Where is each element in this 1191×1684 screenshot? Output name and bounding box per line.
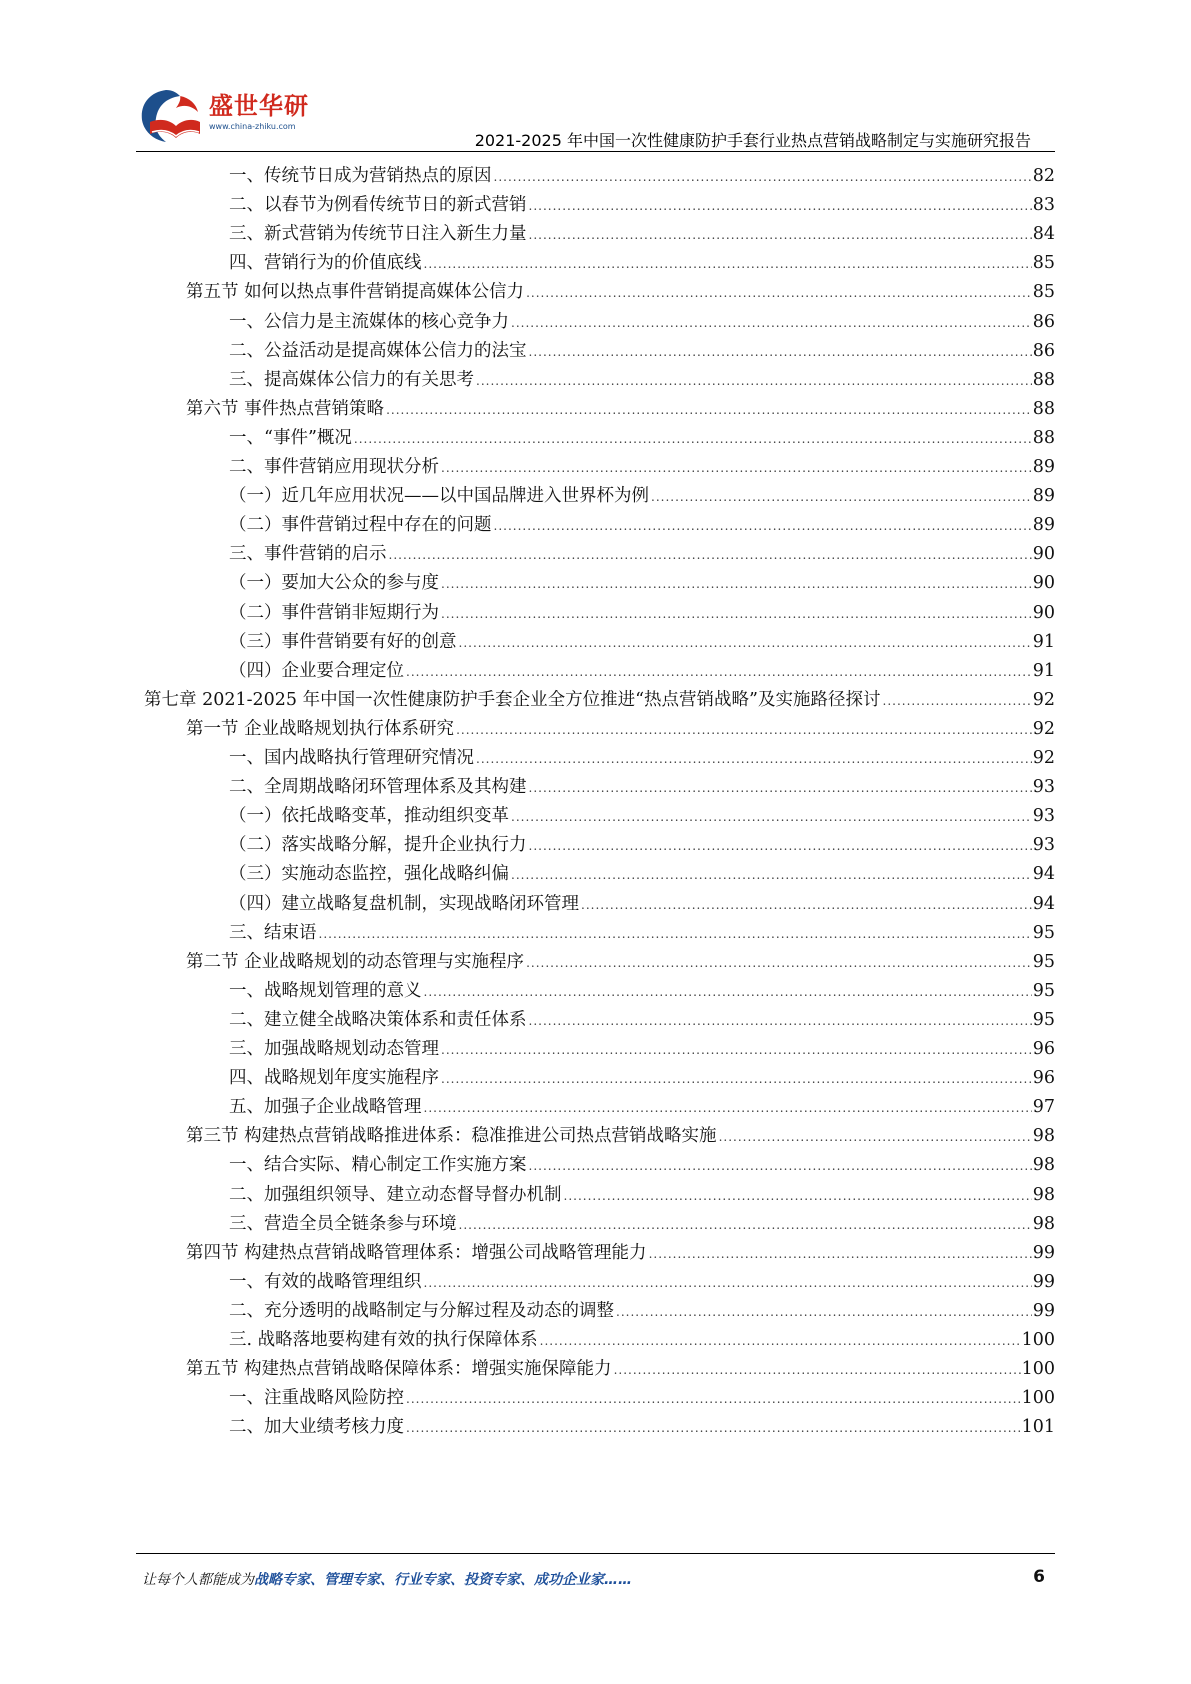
footer-divider <box>136 1553 1055 1554</box>
header-divider <box>136 151 1055 152</box>
toc-entry-label: 一、国内战略执行管理研究情况 <box>229 748 474 768</box>
toc-entry[interactable] <box>229 772 1055 802</box>
toc-entry[interactable] <box>229 627 1055 657</box>
toc-dot-leader <box>441 569 1032 599</box>
toc-entry[interactable] <box>186 394 1055 424</box>
toc-entry[interactable] <box>186 277 1055 307</box>
toc-entry-page: 91 <box>1032 660 1055 681</box>
toc-entry[interactable] <box>186 1354 1055 1384</box>
toc-entry-page: 99 <box>1032 1271 1055 1292</box>
toc-entry-page: 98 <box>1032 1126 1055 1147</box>
toc-entry-label: （一）近几年应用状况——以中国品牌进入世界杯为例 <box>229 486 649 507</box>
footer-slogan-roles: 战略专家、管理专家、行业专家、投资专家、成功企业家…… <box>254 1572 632 1588</box>
company-logo <box>136 82 316 152</box>
toc-entry[interactable] <box>229 918 1055 948</box>
toc-dot-leader <box>406 1413 1021 1443</box>
toc-dot-leader <box>389 540 1032 570</box>
toc-entry[interactable] <box>186 714 1055 744</box>
toc-entry[interactable] <box>229 1383 1055 1413</box>
document-title: 2021-2025 年中国一次性健康防护手套行业热点营销战略制定与实施研究报告 <box>474 131 1031 150</box>
toc-entry-label: 二、建立健全战略决策体系和责任体系 <box>229 1009 527 1030</box>
toc-dot-leader <box>494 511 1032 541</box>
toc-entry-page: 95 <box>1032 951 1055 972</box>
toc-entry-page: 94 <box>1032 864 1055 885</box>
toc-entry-label: 二、以春节为例看传统节日的新式营销 <box>229 195 527 216</box>
toc-entry-page: 89 <box>1032 486 1055 507</box>
toc-dot-leader <box>441 599 1032 629</box>
toc-entry[interactable] <box>229 1063 1055 1093</box>
toc-entry-page: 100 <box>1021 1330 1055 1350</box>
toc-entry[interactable] <box>229 307 1055 337</box>
toc-entry-page: 92 <box>1032 689 1055 710</box>
toc-dot-leader <box>459 628 1032 658</box>
toc-entry-label: 四、营销行为的价值底线 <box>229 253 422 274</box>
toc-dot-leader <box>649 1239 1032 1269</box>
toc-entry-page: 98 <box>1032 1213 1055 1234</box>
toc-dot-leader <box>529 337 1032 367</box>
toc-dot-leader <box>526 948 1032 978</box>
toc-entry-label: 三、新式营销为传统节日注入新生力量 <box>229 224 527 245</box>
toc-entry[interactable] <box>229 801 1055 831</box>
toc-entry-label: 一、有效的战略管理组织 <box>229 1271 422 1292</box>
toc-dot-leader <box>406 1384 1021 1414</box>
toc-entry[interactable] <box>229 1209 1055 1239</box>
toc-dot-leader <box>614 1355 1021 1385</box>
toc-dot-leader <box>529 220 1032 250</box>
toc-entry-label: （一）依托战略变革，推动组织变革 <box>229 806 509 827</box>
toc-entry[interactable] <box>229 568 1055 598</box>
toc-dot-leader <box>883 686 1032 716</box>
toc-entry[interactable] <box>229 1150 1055 1180</box>
toc-entry[interactable] <box>229 161 1055 191</box>
toc-entry-page: 99 <box>1032 1242 1055 1263</box>
toc-entry-label: 第一节 企业战略规划执行体系研究 <box>186 718 455 739</box>
toc-entry-label: 一、战略规划管理的意义 <box>229 980 422 1001</box>
toc-entry[interactable] <box>229 365 1055 395</box>
toc-dot-leader <box>441 1035 1032 1065</box>
toc-entry-label: 第四节 构建热点营销战略管理体系：增强公司战略管理能力 <box>186 1242 647 1263</box>
toc-dot-leader <box>529 191 1032 221</box>
toc-entry-label: 一、结合实际、精心制定工作实施方案 <box>229 1155 527 1176</box>
toc-entry-page: 90 <box>1032 544 1055 565</box>
footer-slogan <box>142 1569 632 1589</box>
toc-entry[interactable] <box>229 1092 1055 1122</box>
toc-entry-page: 93 <box>1032 806 1055 827</box>
toc-entry[interactable] <box>186 1121 1055 1151</box>
toc-dot-leader <box>476 744 1032 774</box>
toc-entry[interactable] <box>229 1296 1055 1326</box>
toc-entry[interactable] <box>229 598 1055 628</box>
toc-entry-label: 二、公益活动是提高媒体公信力的法宝 <box>229 340 527 361</box>
toc-dot-leader <box>386 395 1032 425</box>
toc-entry-page: 98 <box>1032 1184 1055 1205</box>
toc-entry[interactable] <box>229 336 1055 366</box>
toc-entry[interactable] <box>229 248 1055 278</box>
toc-entry-page: 82 <box>1032 166 1055 186</box>
toc-dot-leader <box>441 453 1032 483</box>
toc-entry[interactable] <box>229 481 1055 511</box>
logo-text: 盛世华研 <box>209 92 309 120</box>
toc-entry[interactable] <box>229 976 1055 1006</box>
toc-entry-label: （四）建立战略复盘机制，实现战略闭环管理 <box>229 893 579 914</box>
toc-entry[interactable] <box>186 947 1055 977</box>
toc-entry-label: 二、事件营销应用现状分析 <box>229 457 439 477</box>
toc-entry[interactable] <box>144 685 1055 715</box>
toc-dot-leader <box>424 977 1032 1007</box>
toc-entry-label: 三、加强战略规划动态管理 <box>229 1039 439 1059</box>
toc-entry-page: 92 <box>1032 718 1055 739</box>
toc-entry[interactable] <box>186 1238 1055 1268</box>
toc-entry-label: 一、传统节日成为营销热点的原因 <box>229 166 492 186</box>
toc-dot-leader <box>529 773 1032 803</box>
logo-emblem-icon <box>136 82 206 148</box>
toc-entry[interactable] <box>229 830 1055 860</box>
toc-entry-label: 二、充分透明的战略制定与分解过程及动态的调整 <box>229 1300 614 1321</box>
toc-entry-page: 85 <box>1032 282 1055 303</box>
toc-dot-leader <box>719 1122 1032 1152</box>
toc-dot-leader <box>564 1181 1032 1211</box>
toc-dot-leader <box>406 657 1032 687</box>
toc-entry-label: 二、加强组织领导、建立动态督导督办机制 <box>229 1184 562 1205</box>
toc-entry[interactable] <box>229 219 1055 249</box>
toc-entry-label: 三、结束语 <box>229 922 317 943</box>
toc-dot-leader <box>476 366 1032 396</box>
toc-entry-label: 四、战略规划年度实施程序 <box>229 1068 439 1089</box>
toc-entry[interactable] <box>229 1267 1055 1297</box>
toc-entry-page: 93 <box>1032 835 1055 856</box>
toc-entry-label: （三）实施动态监控，强化战略纠偏 <box>229 864 509 885</box>
toc-entry-page: 101 <box>1021 1417 1055 1438</box>
toc-entry-label: 二、全周期战略闭环管理体系及其构建 <box>229 777 527 798</box>
toc-entry-label: 第五节 构建热点营销战略保障体系：增强实施保障能力 <box>186 1359 612 1380</box>
toc-entry-label: 第七章 2021-2025 年中国一次性健康防护手套企业全方位推进“热点营销战略”及实施路径探讨 <box>144 689 881 710</box>
toc-entry-label: 三. 战略落地要构建有效的执行保障体系 <box>229 1330 538 1350</box>
toc-entry[interactable] <box>229 539 1055 569</box>
toc-entry-page: 96 <box>1032 1068 1055 1089</box>
toc-entry-page: 98 <box>1032 1155 1055 1176</box>
toc-dot-leader <box>511 308 1032 338</box>
toc-dot-leader <box>441 1064 1032 1094</box>
toc-entry[interactable] <box>229 423 1055 453</box>
toc-entry-label: 一、“事件”概况 <box>229 427 352 448</box>
toc-entry-page: 96 <box>1032 1039 1055 1059</box>
toc-entry-page: 95 <box>1032 922 1055 943</box>
toc-dot-leader <box>354 424 1032 454</box>
toc-entry[interactable] <box>229 190 1055 220</box>
toc-entry-label: （二）事件营销非短期行为 <box>229 602 439 623</box>
toc-entry-page: 93 <box>1032 777 1055 798</box>
toc-dot-leader <box>529 1006 1032 1036</box>
toc-entry-page: 95 <box>1032 1009 1055 1030</box>
toc-entry-label: 一、公信力是主流媒体的核心竞争力 <box>229 311 509 332</box>
toc-dot-leader <box>424 1093 1032 1123</box>
toc-entry-page: 85 <box>1032 253 1055 274</box>
toc-dot-leader <box>319 919 1032 949</box>
toc-entry-page: 90 <box>1032 602 1055 623</box>
toc-entry-label: （二）事件营销过程中存在的问题 <box>229 515 492 536</box>
toc-entry-page: 84 <box>1032 224 1055 245</box>
toc-entry-page: 88 <box>1032 369 1055 390</box>
toc-entry[interactable] <box>229 1412 1055 1442</box>
toc-entry[interactable] <box>229 1005 1055 1035</box>
toc-entry-label: 三、事件营销的启示 <box>229 544 387 565</box>
toc-dot-leader <box>651 482 1032 512</box>
toc-entry-page: 92 <box>1032 748 1055 768</box>
toc-entry[interactable] <box>229 1034 1055 1064</box>
toc-dot-leader <box>424 1268 1032 1298</box>
toc-entry-page: 90 <box>1032 573 1055 594</box>
toc-entry-page: 100 <box>1021 1388 1055 1409</box>
toc-dot-leader <box>424 249 1032 279</box>
toc-entry-label: 第二节 企业战略规划的动态管理与实施程序 <box>186 951 525 972</box>
toc-entry[interactable] <box>229 656 1055 686</box>
toc-entry-page: 94 <box>1032 893 1055 914</box>
toc-entry-label: （三）事件营销要有好的创意 <box>229 631 457 652</box>
toc-entry-page: 89 <box>1032 515 1055 536</box>
toc-entry-page: 86 <box>1032 311 1055 332</box>
toc-entry[interactable] <box>229 859 1055 889</box>
toc-dot-leader <box>581 890 1032 920</box>
toc-entry-label: 二、加大业绩考核力度 <box>229 1417 404 1438</box>
toc-dot-leader <box>540 1326 1021 1356</box>
toc-dot-leader <box>526 278 1032 308</box>
toc-entry-page: 88 <box>1032 398 1055 419</box>
toc-dot-leader <box>459 1210 1032 1240</box>
toc-entry-label: 第六节 事件热点营销策略 <box>186 398 385 419</box>
toc-entry-label: 第五节 如何以热点事件营销提高媒体公信力 <box>186 282 525 303</box>
page-number: 6 <box>1033 1567 1045 1587</box>
toc-entry[interactable] <box>229 452 1055 482</box>
toc-entry-page: 89 <box>1032 457 1055 477</box>
toc-entry-label: 三、提高媒体公信力的有关思考 <box>229 369 474 390</box>
toc-entry[interactable] <box>229 1325 1055 1355</box>
toc-dot-leader <box>529 1151 1032 1181</box>
toc-entry[interactable] <box>229 743 1055 773</box>
toc-dot-leader <box>511 860 1032 890</box>
toc-entry-page: 86 <box>1032 340 1055 361</box>
toc-entry-label: （一）要加大公众的参与度 <box>229 573 439 594</box>
toc-entry-page: 97 <box>1032 1097 1055 1118</box>
toc-entry-label: （二）落实战略分解，提升企业执行力 <box>229 835 527 856</box>
toc-entry[interactable] <box>229 889 1055 919</box>
toc-entry-page: 100 <box>1021 1359 1055 1380</box>
toc-entry-label: 第三节 构建热点营销战略推进体系：稳准推进公司热点营销战略实施 <box>186 1126 717 1147</box>
toc-dot-leader <box>494 162 1032 192</box>
toc-dot-leader <box>456 715 1032 745</box>
toc-dot-leader <box>529 831 1032 861</box>
toc-entry-label: 三、营造全员全链条参与环境 <box>229 1213 457 1234</box>
toc-entry-page: 95 <box>1032 980 1055 1001</box>
logo-url: www.china-zhiku.com <box>209 122 296 131</box>
toc-entry[interactable] <box>229 510 1055 540</box>
toc-entry-label: （四）企业要合理定位 <box>229 660 404 681</box>
toc-entry-label: 一、注重战略风险防控 <box>229 1388 404 1409</box>
toc-entry-label: 五、加强子企业战略管理 <box>229 1097 422 1118</box>
footer-slogan-prefix: 让每个人都能成为 <box>142 1572 254 1588</box>
page-header <box>0 0 1191 160</box>
toc-dot-leader <box>616 1297 1032 1327</box>
toc-entry-page: 91 <box>1032 631 1055 652</box>
toc-entry-page: 99 <box>1032 1300 1055 1321</box>
toc-entry[interactable] <box>229 1180 1055 1210</box>
toc-dot-leader <box>511 802 1032 832</box>
toc-entry-page: 83 <box>1032 195 1055 216</box>
toc-entry-page: 88 <box>1032 427 1055 448</box>
